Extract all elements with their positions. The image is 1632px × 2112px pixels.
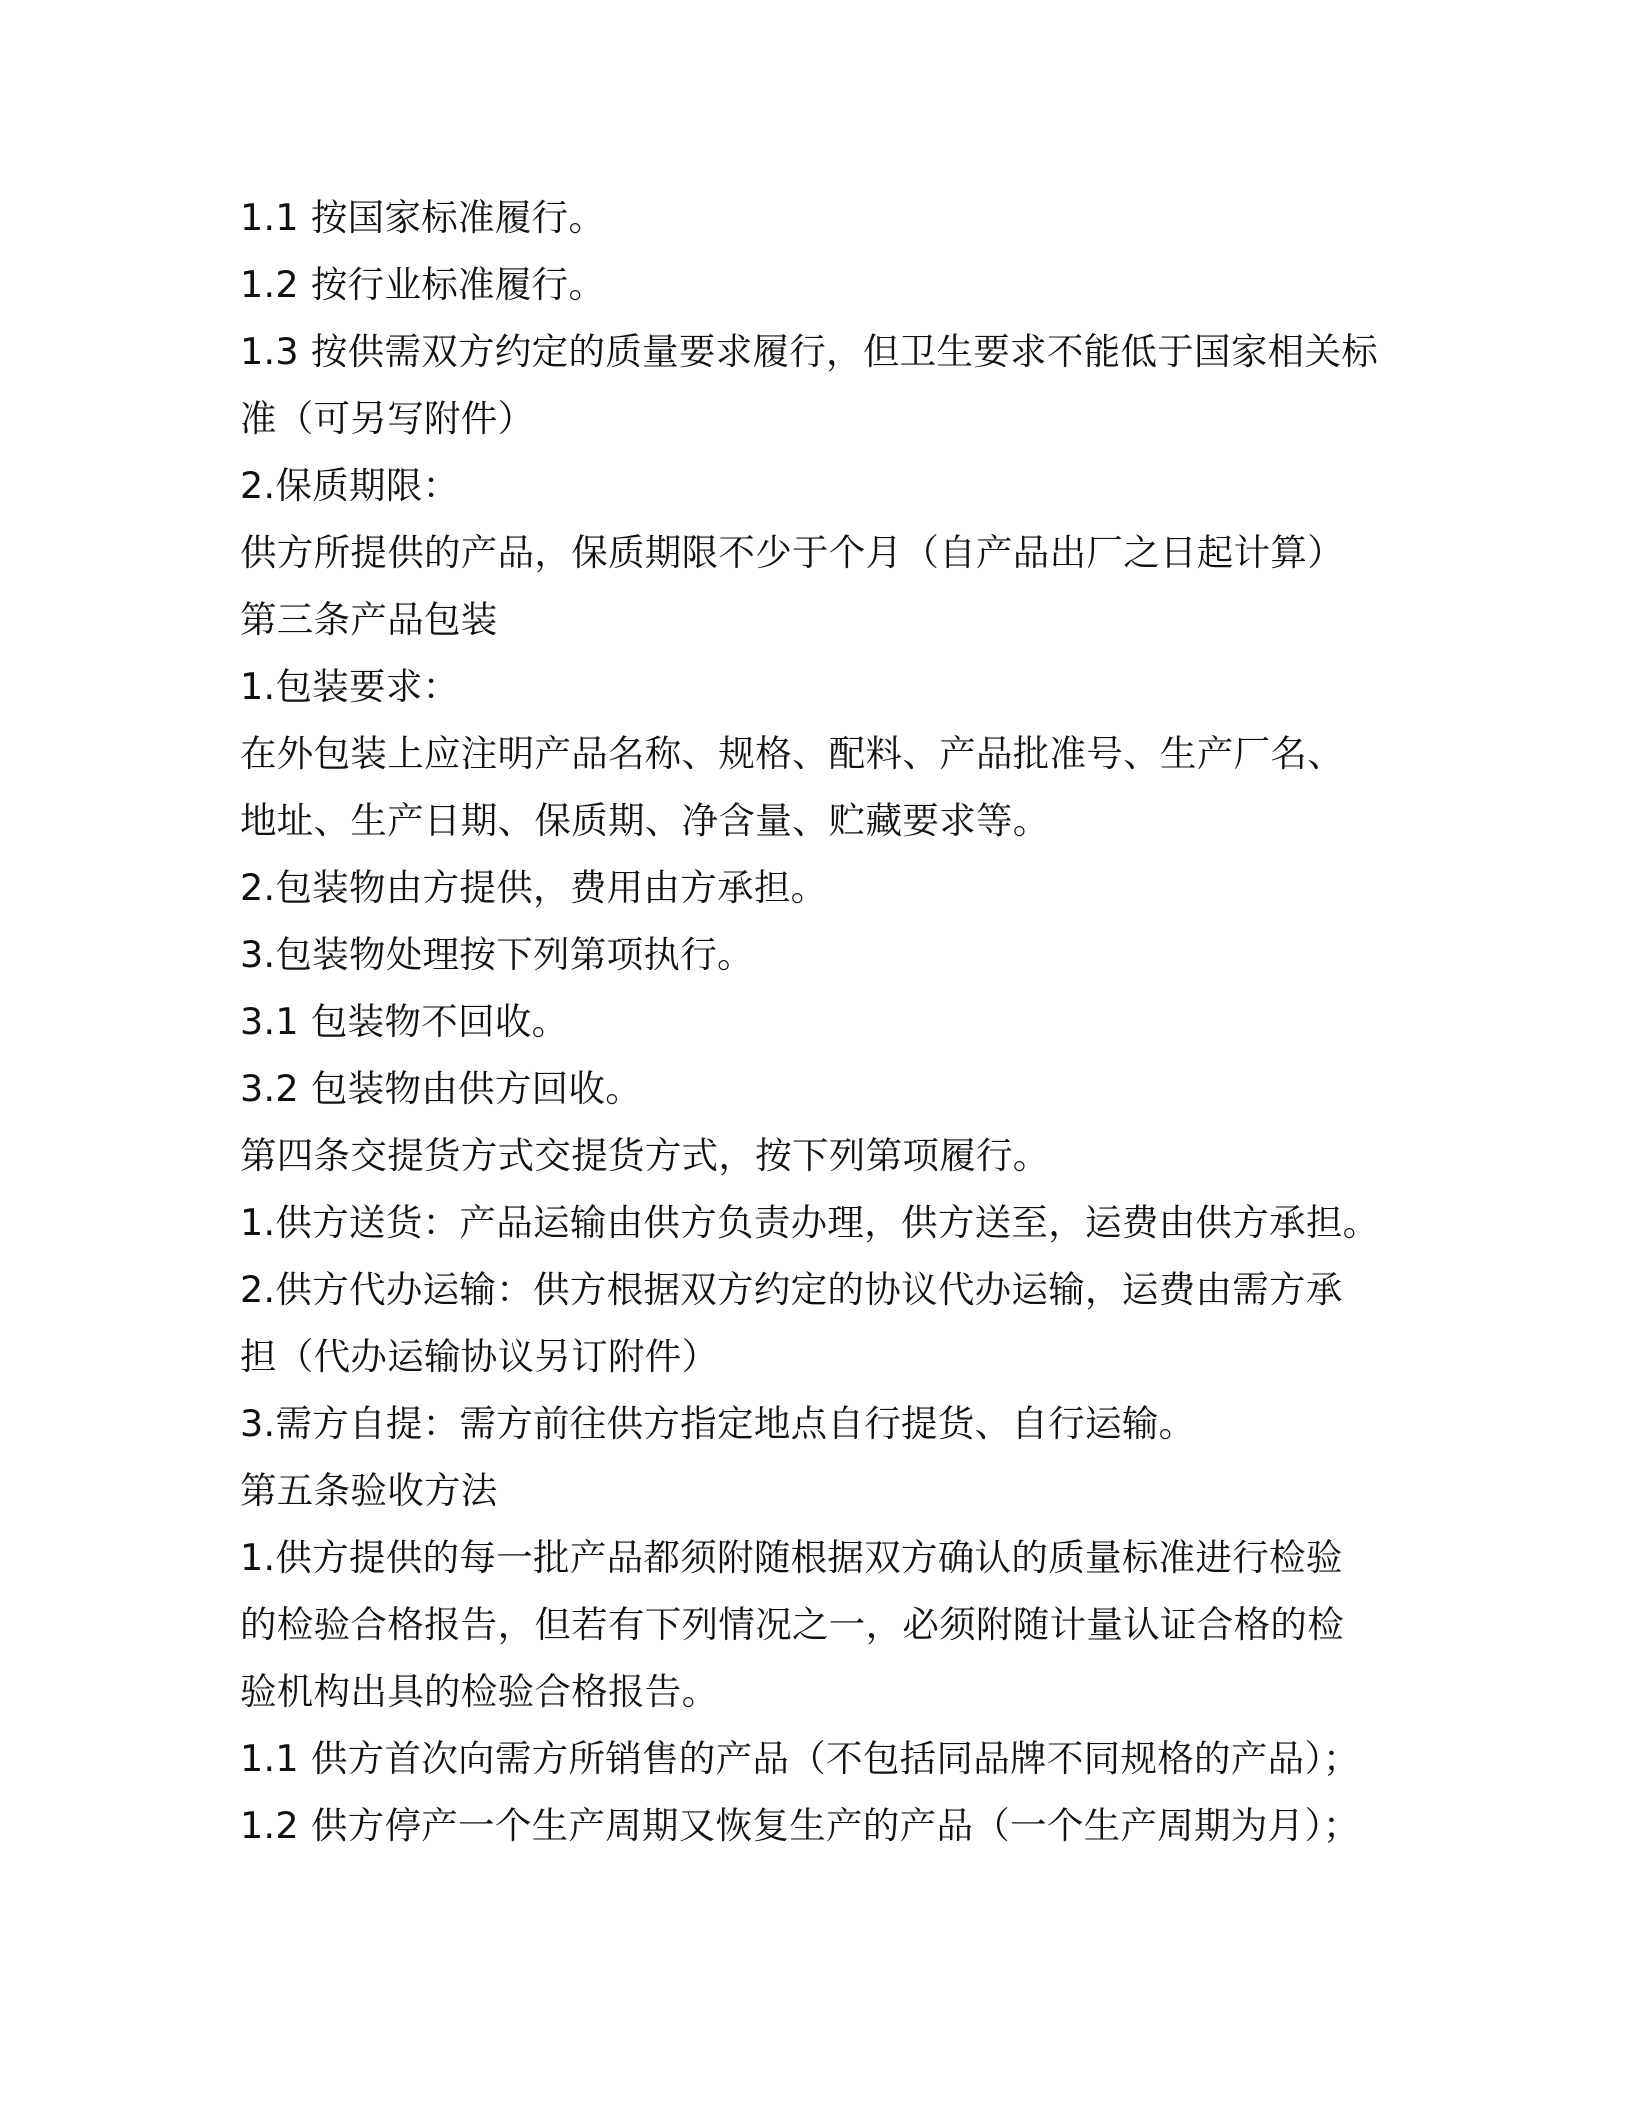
acceptance-1-1: 1.1 供方首次向需方所销售的产品（不包括同品牌不同规格的产品）； [240,1737,1360,1780]
acceptance-1-line-1: 1.供方提供的每一批产品都须附随根据双方确认的质量标准进行检验 [240,1536,1343,1579]
delivery-option-3: 3.需方自提：需方前往供方指定地点自行提货、自行运输。 [240,1402,1196,1445]
clause-1-3-line-2: 准（可另写附件） [240,397,535,440]
article-3-heading: 第三条产品包装 [240,598,498,641]
acceptance-1-2: 1.2 供方停产一个生产周期又恢复生产的产品（一个生产周期为月）； [240,1804,1360,1847]
clause-1-3-line-1: 1.3 按供需双方约定的质量要求履行，但卫生要求不能低于国家相关标 [240,330,1379,373]
acceptance-1-line-3: 验机构出具的检验合格报告。 [240,1670,719,1713]
packaging-provider: 2.包装物由方提供，费用由方承担。 [240,866,828,909]
document-body [240,184,1410,1859]
packaging-requirements-line-2: 地址、生产日期、保质期、净含量、贮藏要求等。 [240,799,1050,842]
delivery-option-2-line-1: 2.供方代办运输：供方根据双方约定的协议代办运输，运费由需方承 [240,1268,1343,1311]
packaging-disposal-3-1: 3.1 包装物不回收。 [240,1000,569,1043]
delivery-option-1: 1.供方送货：产品运输由供方负责办理，供方送至，运费由供方承担。 [240,1201,1380,1244]
delivery-option-2-line-2: 担（代办运输协议另订附件） [240,1335,719,1378]
shelf-life-text: 供方所提供的产品，保质期限不少于个月（自产品出厂之日起计算） [240,531,1344,574]
shelf-life-heading: 2.保质期限： [240,464,460,507]
article-4-heading: 第四条交提货方式交提货方式，按下列第项履行。 [240,1134,1050,1177]
packaging-disposal-3-2: 3.2 包装物由供方回收。 [240,1067,643,1110]
article-5-heading: 第五条验收方法 [240,1469,498,1512]
acceptance-1-line-2: 的检验合格报告，但若有下列情况之一，必须附随计量认证合格的检 [240,1603,1344,1646]
packaging-requirements-line-1: 在外包装上应注明产品名称、规格、配料、产品批准号、生产厂名、 [240,732,1344,775]
clause-1-1: 1.1 按国家标准履行。 [240,196,606,239]
clause-1-2: 1.2 按行业标准履行。 [240,263,606,306]
packaging-disposal: 3.包装物处理按下列第项执行。 [240,933,754,976]
packaging-requirements-heading: 1.包装要求： [240,665,460,708]
